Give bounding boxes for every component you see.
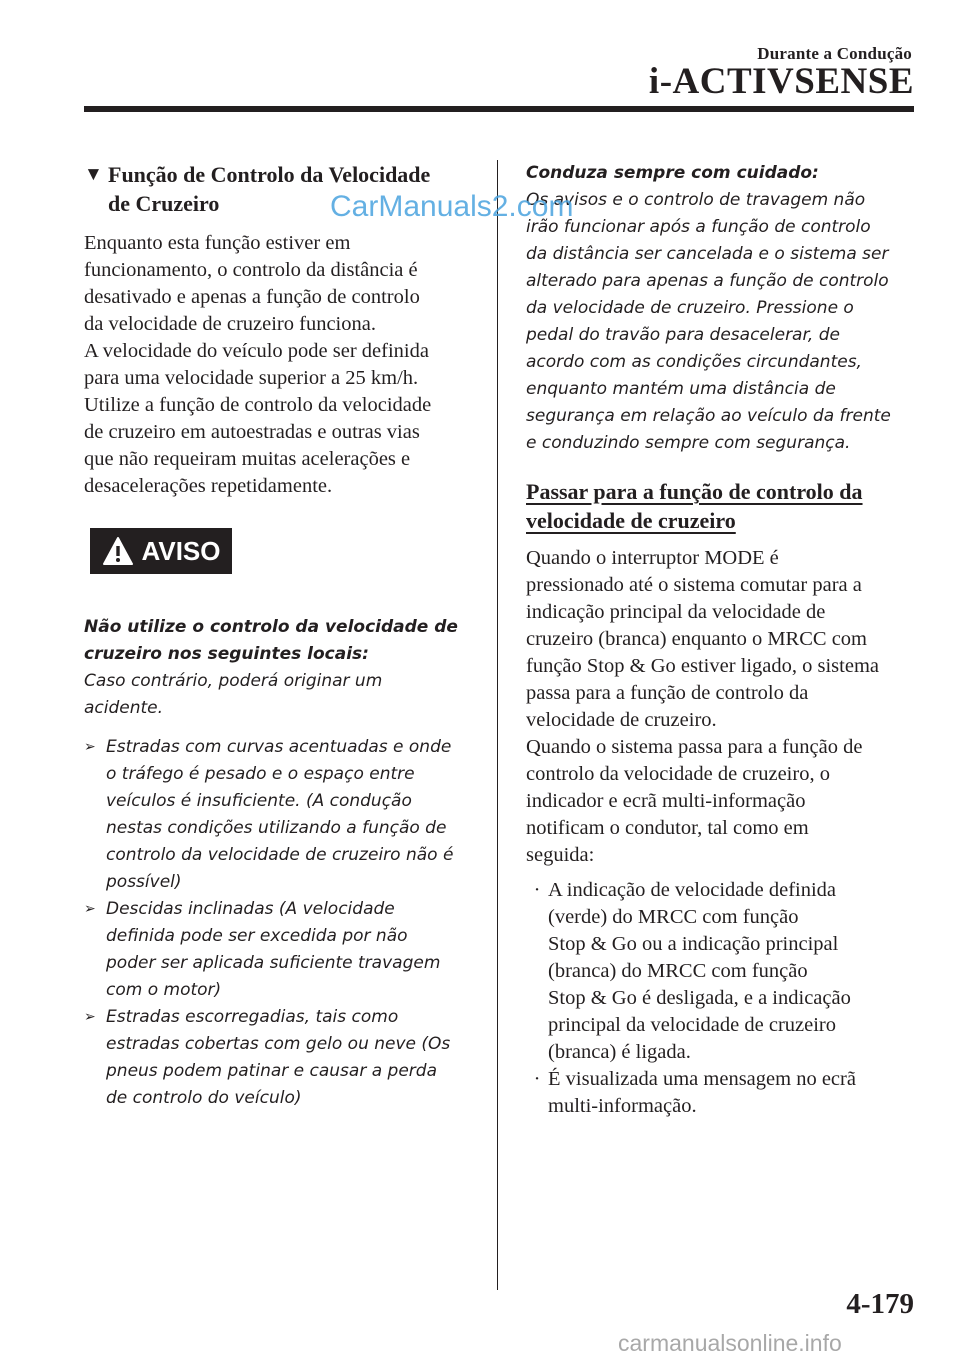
- intro-paragraph: Enquanto esta função estiver em funcionamento, o controlo da distância é desativado e apenas a função de controlo da velocidade de cruzeiro funciona. A velocidade do veículo pode ser definida para uma velocidade superior a 25 km/h. Utilize a função de controlo da velocidade de cruzeiro em autoestradas e outras vias que não requeiram muitas acelerações e desacelerações repetidamente.: [84, 232, 432, 497]
- bullet-list-item: [526, 877, 926, 1066]
- column-divider: [497, 160, 498, 1290]
- running-header-section: i-ACTIVSENSE: [648, 61, 914, 102]
- bullet-list: [526, 877, 926, 1120]
- arrow-bullet-icon: ➢: [84, 739, 96, 755]
- triangle-down-icon: ▼: [84, 164, 103, 185]
- warning-list-item-text: Descidas inclinadas (A velocidade definida pode ser excedida por não poder ser aplicada suficiente travagem com o motor): [106, 899, 441, 1000]
- bullet-dot-icon: ·: [533, 1068, 541, 1090]
- warning-list-item: [84, 1004, 480, 1112]
- warning-list-item-text: Estradas com curvas acentuadas e onde o tráfego é pesado e o espaço entre veículos é insuficiente. (A condução nestas condições utilizando a função de controlo da velocidade de cruzeiro não é possível): [106, 737, 454, 892]
- section-heading-line-2: de Cruzeiro: [108, 191, 220, 216]
- header-rule: [84, 106, 914, 112]
- watermark-bottom: carmanualsonline.info: [618, 1330, 842, 1356]
- warning-list-item: [84, 896, 480, 1004]
- arrow-bullet-icon: ➢: [84, 1009, 96, 1025]
- bullet-dot-icon: ·: [533, 879, 541, 901]
- bullet-list-item-text: A indicação de velocidade definida (verde) do MRCC com função Stop & Go ou a indicação principal (branca) do MRCC com função Stop & Go é desligada, e a indicação principal da velocidade de cruzeiro (branca) é ligada.: [548, 879, 851, 1063]
- arrow-bullet-icon: ➢: [84, 901, 96, 917]
- warning-badge: [90, 528, 232, 574]
- caution-text: Os avisos e o controlo de travagem não irão funcionar após a função de controlo da distância ser cancelada e o sistema ser alterado para apenas a função de controlo da velocidade de cruzeiro. Pressione o pedal do travão para desacelerar, de acordo com as condições circundantes, enquanto mantém uma distância de segurança em relação ao veículo da frente e conduzindo sempre com segurança.: [526, 190, 891, 453]
- left-column: [84, 160, 480, 1112]
- warning-list-item-text: Estradas escorregadias, tais como estradas cobertas com gelo ou neve (Os pneus podem patinar e causar a perda de controlo do veículo): [106, 1007, 451, 1108]
- warning-triangle-icon: [102, 536, 134, 566]
- right-column: [526, 160, 926, 1120]
- warning-lead: Não utilize o controlo da velocidade de cruzeiro nos seguintes locais:: [84, 617, 458, 664]
- warning-list: [84, 734, 480, 1112]
- subsection-heading-line-1: Passar para a função de controlo da: [526, 479, 863, 504]
- watermark-top: CarManuals2.com: [330, 190, 574, 223]
- bullet-list-item: [526, 1066, 926, 1120]
- subsection-paragraph: Quando o interruptor MODE é pressionado até o sistema comutar para a indicação principal da velocidade de cruzeiro (branca) enquanto o MRCC com função Stop & Go estiver ligado, o sistema passa para a função de controlo da velocidade de cruzeiro. Quando o sistema passa para a função de controlo da velocidade de cruzeiro, o indicador e ecrã multi-informação notificam o condutor, tal como em seguida:: [526, 547, 879, 866]
- caution-title: Conduza sempre com cuidado:: [526, 163, 819, 183]
- bullet-list-item-text: É visualizada uma mensagem no ecrã multi-informação.: [548, 1068, 856, 1117]
- warning-list-item: [84, 734, 480, 896]
- running-header-chapter: Durante a Condução: [757, 44, 912, 63]
- warning-badge-label: AVISO: [141, 535, 221, 566]
- subsection-heading-line-2: velocidade de cruzeiro: [526, 508, 736, 533]
- subsection-heading: [526, 477, 926, 535]
- warning-text: Caso contrário, poderá originar um acidente.: [84, 671, 383, 718]
- page-number: 4-179: [846, 1288, 914, 1320]
- section-heading-line-1: Função de Controlo da Velocidade: [108, 162, 431, 187]
